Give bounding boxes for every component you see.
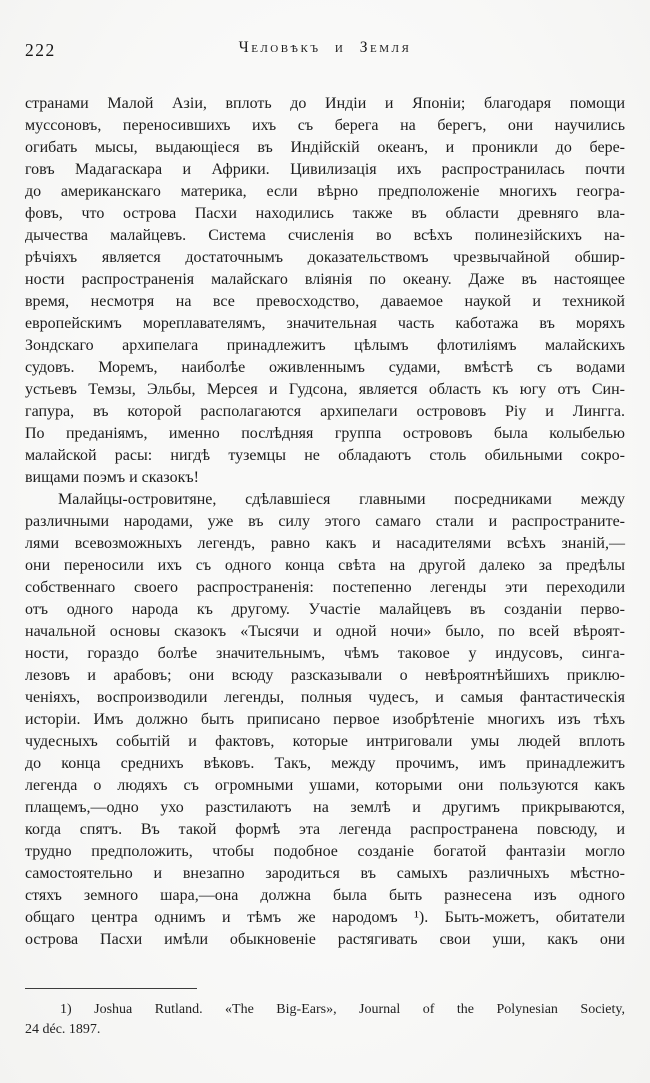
text-line: Малайцы-островитяне, сдѣлавшіеся главными посредниками между xyxy=(58,491,625,508)
text-line: ности, гораздо болѣе значительнымъ, чѣмъ таковое у индусовъ, синга- xyxy=(25,645,625,662)
footnote-line: 24 déc. 1897. xyxy=(25,1022,101,1037)
page-header xyxy=(25,39,625,61)
text-line: странами Малой Азіи, вплоть до Индіи и Японіи; благодаря помощи xyxy=(25,95,625,112)
paragraph xyxy=(25,489,625,951)
text-line: малайской расы: нигдѣ туземцы не обладаютъ столь обильными сокро- xyxy=(25,447,625,464)
text-line: судовъ. Моремъ, наиболѣе оживленнымъ судами, вмѣстѣ съ водами xyxy=(25,359,625,376)
text-line: начальной основы сказокъ «Тысячи и одной ночи» было, по всей вѣроят- xyxy=(25,623,625,640)
text-line: трудно предположить, чтобы подобное созданіе богатой фантазіи могло xyxy=(25,843,625,860)
text-line: лезовъ и арабовъ; они всюду разсказывали о невѣроятнѣйшихъ приклю- xyxy=(25,667,625,684)
text-line: стяхъ земного шара,—она должна была быть разнесена изъ одного xyxy=(25,887,625,904)
text-line: европейскимъ мореплавателямъ, значительная часть каботажа въ моряхъ xyxy=(25,315,625,332)
text-line: они переносили ихъ съ одного конца свѣта на другой далеко за предѣлы xyxy=(25,557,625,574)
text-line: самостоятельно и внезапно зародиться въ самыхъ различныхъ мѣстно- xyxy=(25,865,625,882)
text-line: муссоновъ, переносившихъ ихъ съ берега на берегъ, они научились xyxy=(25,117,625,134)
text-line: рѣчіяхъ является достаточнымъ доказательствомъ чрезвычайной обшир- xyxy=(25,249,625,266)
paragraph xyxy=(25,93,625,489)
text-line: до американскаго материка, если вѣрно предположеніе многихъ геогра- xyxy=(25,183,625,200)
text-line: ченіяхъ, воспроизводили легенды, полныя чудесъ, и самыя фантастическія xyxy=(25,689,625,706)
running-title: Человѣкъ и Земля xyxy=(238,39,412,56)
text-line: исторіи. Имъ должно быть приписано первое изобрѣтеніе многихъ изъ тѣхъ xyxy=(25,711,625,728)
text-line: различными народами, уже въ силу этого самаго стали и распространите- xyxy=(25,513,625,530)
footnote xyxy=(25,1000,625,1040)
text-line: общаго центра однимъ и тѣмъ же народомъ ¹). Быть-можетъ, обитатели xyxy=(25,909,625,926)
text-line: вищами поэмъ и сказокъ! xyxy=(25,469,200,486)
text-line: время, несмотря на все превосходство, даваемое наукой и техникой xyxy=(25,293,625,310)
text-line: устьевъ Темзы, Эльбы, Мерсея и Гудсона, является область къ югу отъ Син- xyxy=(25,381,625,398)
text-line: дычества малайцевъ. Система счисленія во всѣхъ полинезійскихъ на- xyxy=(25,227,625,244)
text-line: Зондскаго архипелага принадлежитъ цѣлымъ флотиліямъ малайскихъ xyxy=(25,337,625,354)
text-line: плащемъ,—одно ухо разстилаютъ на землѣ и другимъ прикрываются, xyxy=(25,799,625,816)
text-line: говъ Мадагаскара и Африки. Цивилизація ихъ распространилась почти xyxy=(25,161,625,178)
text-line: фовъ, что острова Пасхи находились также въ области древняго вла- xyxy=(25,205,625,222)
footnote-line: 1) Joshua Rutland. «The Big-Ears», Journal of the Polynesian Society, xyxy=(60,1002,625,1017)
text-line: до конца среднихъ вѣковъ. Такъ, между прочимъ, имъ принадлежитъ xyxy=(25,755,625,772)
text-line: По преданіямъ, именно послѣдняя группа острововъ была колыбелью xyxy=(25,425,625,442)
page-number: 222 xyxy=(25,40,56,60)
text-line: ности распространенія малайскаго вліянія по океану. Даже въ настоящее xyxy=(25,271,625,288)
text-line: огибать мысы, выдающіеся въ Индійскій океанъ, и проникли до бере- xyxy=(25,139,625,156)
text-line: лями всевозможныхъ легендъ, равно какъ и насадителями всѣхъ знаній,— xyxy=(25,535,625,552)
text-line: собственнаго своего распространенія: постепенно легенды эти переходили xyxy=(25,579,625,596)
text-line: отъ одного народа къ другому. Участіе малайцевъ въ созданіи перво- xyxy=(25,601,625,618)
text-line: когда спятъ. Въ такой формѣ эта легенда распространена повсюду, и xyxy=(25,821,625,838)
text-line: чудесныхъ событій и фактовъ, которые интриговали умы людей вплоть xyxy=(25,733,625,750)
text-line: острова Пасхи имѣли обыкновеніе растягивать свои уши, какъ они xyxy=(25,931,625,948)
body-text xyxy=(25,93,625,951)
text-line: гапура, въ которой располагаются архипелаги острововъ Ріу и Лингга. xyxy=(25,403,625,420)
text-line: легенда о людяхъ съ огромными ушами, которыми они пользуются какъ xyxy=(25,777,625,794)
footnote-rule xyxy=(25,988,197,989)
